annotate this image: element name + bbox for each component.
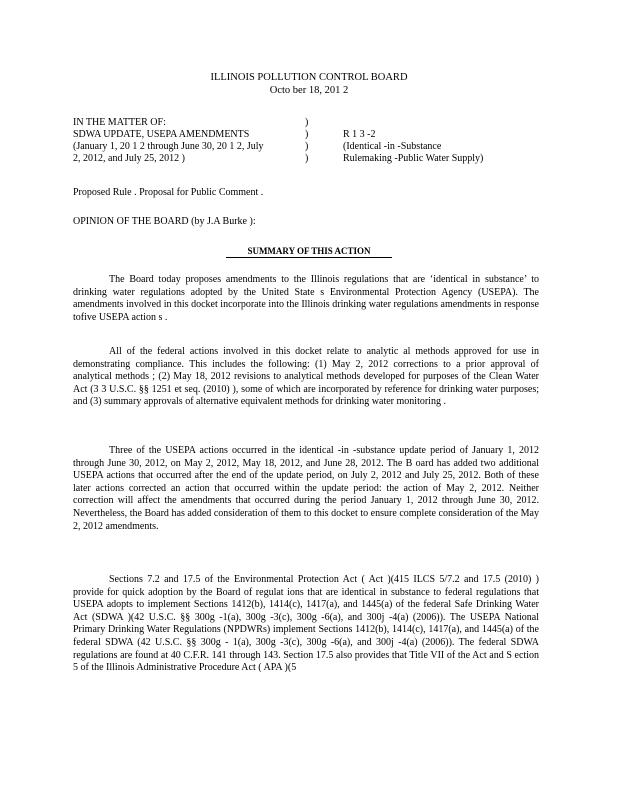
caption-paren: ) [305,153,309,164]
caption-left: 2, 2012, and July 25, 2012 ) [73,153,185,164]
caption-paren: ) [305,117,309,128]
paragraph [73,445,539,533]
paragraph-text: Sections 7.2 and 17.5 of the Environmental Protection Act ( Act )(415 ILCS 5/7.2 and 17.5 (2010) ) provide for quick adoption by the Board of regulat ions that are identical in substance to federal regulations that USEPA adopts to implement Sections 1412(b), 1414(c), 1417(a), and 1445(a) of the federal Safe Drinking Water Act (SDWA )(42 U.S.C. §§ 300g -1(a), 300g -3(c), 300g -6(a), and 300j -4(a) (2006)). The USEPA National Primary Drinking Water Regulations (NPDWRs) implement Sections 1412(b), 1414(c), 1417(a), and 1445(a) of the federal SDWA (42 U.S.C. §§ 300g - 1(a), 300g -3(c), 300g -6(a), and 300j -4(a) (2006)). The federal SDWA regulations are found at 40 C.F.R. 141 through 143. Section 17.5 also provides that Title VII of the Act and S ection 5 of the Illinois Administrative Procedure Act ( APA )(5 [73,574,539,674]
caption-right [343,117,543,129]
caption-row [73,117,543,129]
caption-row [73,129,543,141]
caption-left: SDWA UPDATE, USEPA AMENDMENTS [73,129,250,140]
paragraph-text: All of the federal actions involved in this docket relate to analytic al methods approved for use in demonstrating compliance. This includes the following: (1) May 2, 2012 corrections to a prior approval of analytical methods ; (2) May 18, 2012 revisions to analytical methods developed for purposes of the Clean Water Act (3 3 U.S.C. §§ 1251 et seq. (2010) ), some of which are incorporated by reference for drinking water purposes; and (3) summary approvals of alternative equivalent methods for drinking water monitoring . [73,346,539,408]
case-caption [73,117,543,165]
caption-paren: ) [305,141,309,152]
paragraph-text: Three of the USEPA actions occurred in the identical -in -substance update period of January 1, 2012 through June 30, 2012, on May 2, 2012, May 18, 2012, and June 28, 2012. The B oard has added two additional USEPA actions that occurred after the end of the update period, on July 2, 2012 and July 25, 2012. Both of these later actions corrected an action that occurred within the update period: the action of May 2, 2012. Neither correction will affect the amendments that occurred during the period January 1, 2012 through June 30, 2012. Nevertheless, the Board has added consideration of them to this docket to ensure complete consideration of the May 2, 2012 amendments. [73,445,539,532]
board-title: ILLINOIS POLLUTION CONTROL BOARD [210,72,408,83]
paragraph [73,346,539,409]
caption-left: (January 1, 20 1 2 through June 30, 20 1 2, July [73,141,264,152]
docket-number: R 1 3 -2 [343,129,376,140]
paragraph-text: The Board today proposes amendments to the Illinois regulations that are ‘identical in substance’ to drinking water regulations adopted by the United State s Environmental Protection Agency (USEPA). The amendments involved in this docket incorporate into the Illinois drinking water regulations amendments in response tofive USEPA action s . [73,274,539,323]
caption-paren: ) [305,129,309,140]
caption-right: Rulemaking -Public Water Supply) [343,153,484,164]
document-date: Octo ber 18, 201 2 [269,85,349,96]
caption-row [73,153,543,165]
proposal-line: Proposed Rule . Proposal for Public Comment . [73,187,264,198]
paragraph [73,574,539,675]
opinion-line: OPINION OF THE BOARD (by J.A Burke ): [73,216,256,227]
caption-row [73,141,543,153]
caption-right: (Identical -in -Substance [343,141,442,152]
summary-heading: SUMMARY OF THIS ACTION [226,246,392,258]
caption-left: IN THE MATTER OF: [73,117,166,128]
paragraph [73,274,539,324]
